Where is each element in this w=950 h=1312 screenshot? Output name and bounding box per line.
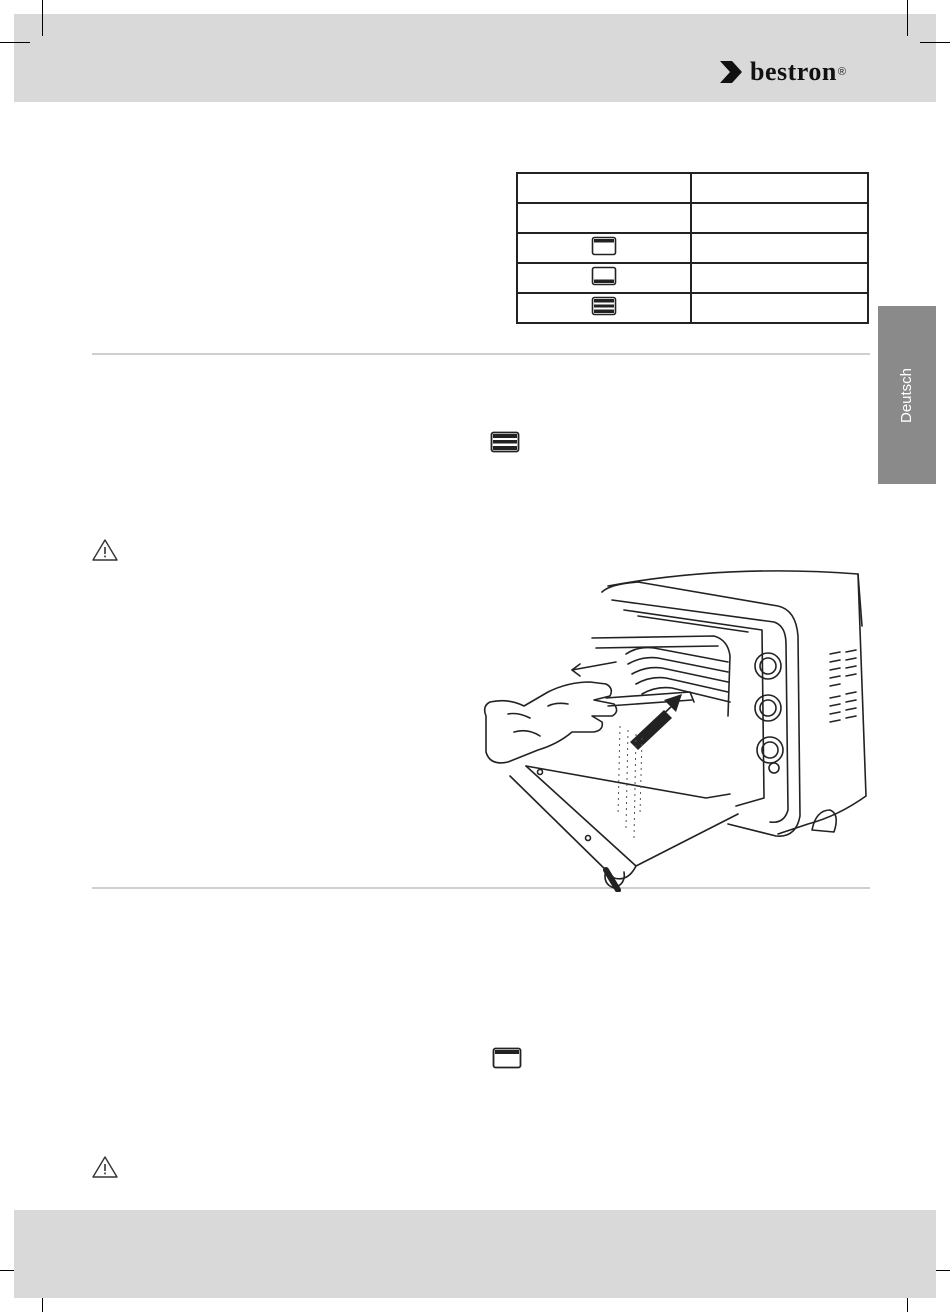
table-cell xyxy=(691,293,868,323)
table-cell xyxy=(517,293,691,323)
top-heat-icon xyxy=(492,1047,522,1069)
table-row xyxy=(517,203,868,233)
brand-name: bestron xyxy=(750,57,837,86)
table-row xyxy=(517,233,868,263)
crop-mark xyxy=(42,0,43,36)
top-bottom-heat-icon xyxy=(490,431,520,453)
language-tab xyxy=(878,306,936,484)
warning-triangle-icon xyxy=(91,538,119,562)
oven-crumb-tray-illustration xyxy=(478,566,870,892)
table-cell xyxy=(517,203,691,233)
heat-setting-table xyxy=(516,172,869,324)
footer-band xyxy=(14,1210,936,1298)
table-row xyxy=(517,293,868,323)
logo-chevrons-icon xyxy=(718,57,748,87)
top-bottom-heat-icon xyxy=(591,296,617,316)
table-cell xyxy=(691,203,868,233)
crop-mark xyxy=(920,42,950,43)
table-cell xyxy=(517,173,691,203)
table-row xyxy=(517,173,868,203)
bestron-logo xyxy=(718,54,846,90)
bottom-heat-icon xyxy=(591,266,617,286)
top-heat-icon xyxy=(591,236,617,256)
section-divider xyxy=(92,353,870,355)
table-cell xyxy=(691,173,868,203)
language-tab-label: Deutsch xyxy=(898,367,916,423)
table-cell xyxy=(691,233,868,263)
crop-mark xyxy=(0,42,30,43)
table-cell xyxy=(517,263,691,293)
table-cell xyxy=(517,233,691,263)
warning-triangle-icon xyxy=(91,1155,119,1179)
table-cell xyxy=(691,263,868,293)
registered-mark: ® xyxy=(837,66,846,78)
crop-mark xyxy=(907,0,908,36)
table-row xyxy=(517,263,868,293)
